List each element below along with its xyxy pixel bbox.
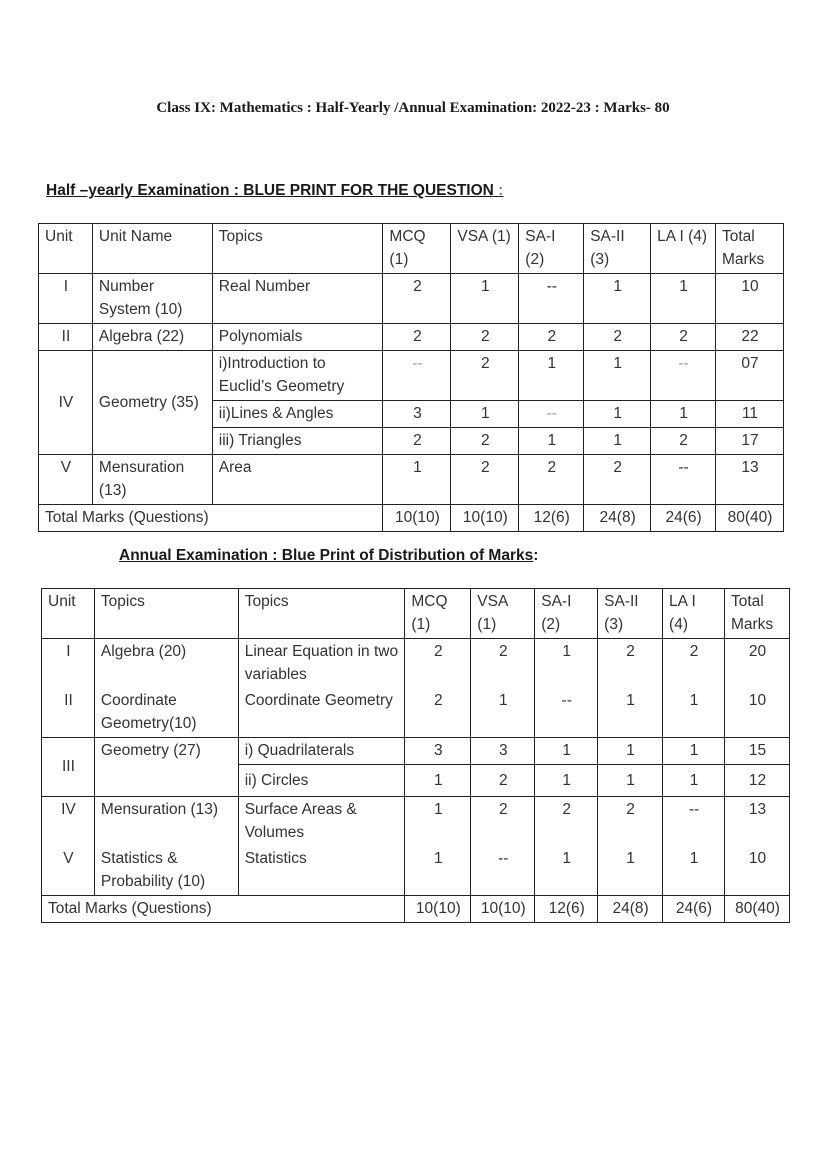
table-row	[39, 324, 784, 351]
mcq-cell: 1	[405, 846, 471, 896]
mcq-cell: 2	[383, 274, 451, 324]
total-cell: 12	[724, 765, 789, 797]
mcq-cell: --	[383, 351, 451, 401]
total-cell: 11	[716, 401, 784, 428]
table-row	[39, 455, 784, 505]
unit-cell: V	[39, 455, 93, 505]
total-cell: 07	[716, 351, 784, 401]
sa2-cell: 1	[584, 401, 651, 428]
mcq-cell: 3	[383, 401, 451, 428]
half-yearly-heading-text: Half –yearly Examination : BLUE PRINT FOR THE QUESTION	[46, 182, 494, 199]
totals-row	[39, 505, 784, 532]
totals-sa1: 12(6)	[519, 505, 584, 532]
totals-la1: 24(6)	[651, 505, 716, 532]
vsa-cell: 2	[451, 324, 519, 351]
table-row	[39, 274, 784, 324]
sa1-cell: --	[535, 688, 598, 738]
vsa-cell: 3	[471, 738, 535, 765]
header-sa1: SA-I (2)	[519, 224, 584, 274]
sa2-cell: 2	[584, 455, 651, 505]
totals-la1: 24(6)	[663, 896, 725, 923]
header-unit: Unit	[39, 224, 93, 274]
totals-mcq: 10(10)	[405, 896, 471, 923]
topic-cell: Real Number	[212, 274, 383, 324]
sa1-cell: 1	[519, 428, 584, 455]
totals-total: 80(40)	[716, 505, 784, 532]
vsa-cell: 2	[451, 455, 519, 505]
sa2-cell: 2	[598, 797, 663, 847]
unit-name-cell: Geometry (27)	[94, 738, 238, 797]
vsa-cell: 1	[451, 274, 519, 324]
topic-cell: Surface Areas & Volumes	[238, 797, 405, 847]
header-total: Total Marks	[724, 589, 789, 639]
la1-cell: 1	[663, 738, 725, 765]
la1-cell: 1	[663, 765, 725, 797]
header-la1: LA I (4)	[663, 589, 725, 639]
unit-cell: II	[39, 324, 93, 351]
sa2-cell: 1	[584, 351, 651, 401]
topic-cell: ii) Circles	[238, 765, 405, 797]
sa1-cell: 1	[535, 765, 598, 797]
total-cell: 22	[716, 324, 784, 351]
sa1-cell: 1	[535, 846, 598, 896]
mcq-cell: 2	[383, 324, 451, 351]
annual-heading-colon: :	[533, 547, 539, 564]
table-row	[39, 351, 784, 401]
topic-cell: ii)Lines & Angles	[212, 401, 383, 428]
topic-cell: Statistics	[238, 846, 405, 896]
annual-heading-text: Annual Examination : Blue Print of Distribution of Marks	[119, 547, 534, 564]
topic-cell: Polynomials	[212, 324, 383, 351]
topic-cell: iii) Triangles	[212, 428, 383, 455]
header-mcq: MCQ (1)	[405, 589, 471, 639]
mcq-cell: 2	[405, 639, 471, 689]
table-header-row	[42, 589, 790, 639]
unit-name-cell: Algebra (20)	[94, 639, 238, 689]
unit-name-cell: Number System (10)	[92, 274, 212, 324]
sa1-cell: --	[519, 274, 584, 324]
sa1-cell: 1	[535, 639, 598, 689]
annual-heading	[119, 547, 538, 565]
total-cell: 20	[724, 639, 789, 689]
unit-cell: I	[42, 639, 95, 689]
table-row	[42, 688, 790, 738]
sa1-cell: 2	[519, 324, 584, 351]
vsa-cell: 2	[451, 351, 519, 401]
sa2-cell: 1	[584, 428, 651, 455]
table-row	[42, 846, 790, 896]
la1-cell: --	[651, 455, 716, 505]
totals-vsa: 10(10)	[471, 896, 535, 923]
totals-label: Total Marks (Questions)	[42, 896, 405, 923]
vsa-cell: 2	[471, 765, 535, 797]
header-sa1: SA-I (2)	[535, 589, 598, 639]
header-la1: LA I (4)	[651, 224, 716, 274]
la1-cell: 2	[651, 324, 716, 351]
totals-mcq: 10(10)	[383, 505, 451, 532]
sa2-cell: 1	[598, 738, 663, 765]
unit-name-cell: Algebra (22)	[92, 324, 212, 351]
mcq-cell: 1	[405, 797, 471, 847]
header-unit-name: Unit Name	[92, 224, 212, 274]
total-cell: 13	[724, 797, 789, 847]
total-cell: 13	[716, 455, 784, 505]
unit-name-cell: Coordinate Geometry(10)	[94, 688, 238, 738]
la1-cell: 1	[651, 274, 716, 324]
unit-cell: IV	[42, 797, 95, 847]
topic-cell: i) Quadrilaterals	[238, 738, 405, 765]
mcq-cell: 3	[405, 738, 471, 765]
totals-sa1: 12(6)	[535, 896, 598, 923]
unit-cell: I	[39, 274, 93, 324]
header-total: Total Marks	[716, 224, 784, 274]
table-row	[42, 738, 790, 765]
la1-cell: 1	[663, 688, 725, 738]
topic-cell: Area	[212, 455, 383, 505]
topic-cell: Linear Equation in two variables	[238, 639, 405, 689]
la1-cell: 1	[663, 846, 725, 896]
sa1-cell: 1	[535, 738, 598, 765]
la1-cell: 1	[651, 401, 716, 428]
sa1-cell: 2	[535, 797, 598, 847]
la1-cell: --	[651, 351, 716, 401]
totals-row	[42, 896, 790, 923]
totals-sa2: 24(8)	[598, 896, 663, 923]
vsa-cell: 2	[471, 639, 535, 689]
unit-name-cell: Mensuration (13)	[94, 797, 238, 847]
header-topics: Topics	[212, 224, 383, 274]
unit-cell: II	[42, 688, 95, 738]
vsa-cell: 2	[451, 428, 519, 455]
sa2-cell: 2	[598, 639, 663, 689]
sa1-cell: 1	[519, 351, 584, 401]
page-title: Class IX: Mathematics : Half-Yearly /Annual Examination: 2022-23 : Marks- 80	[156, 100, 670, 116]
mcq-cell: 2	[383, 428, 451, 455]
unit-cell: V	[42, 846, 95, 896]
vsa-cell: 2	[471, 797, 535, 847]
sa2-cell: 2	[584, 324, 651, 351]
topic-cell: i)Introduction to Euclid’s Geometry	[212, 351, 383, 401]
la1-cell: 2	[651, 428, 716, 455]
mcq-cell: 1	[383, 455, 451, 505]
total-cell: 10	[724, 688, 789, 738]
header-vsa: VSA (1)	[451, 224, 519, 274]
mcq-cell: 1	[405, 765, 471, 797]
mcq-cell: 2	[405, 688, 471, 738]
sa2-cell: 1	[598, 765, 663, 797]
half-yearly-blueprint-table	[38, 223, 784, 532]
unit-name-cell: Geometry (35)	[92, 351, 212, 455]
unit-name-cell: Statistics & Probability (10)	[94, 846, 238, 896]
unit-name-cell: Mensuration (13)	[92, 455, 212, 505]
totals-vsa: 10(10)	[451, 505, 519, 532]
annual-blueprint-table	[41, 588, 790, 923]
table-row	[42, 639, 790, 689]
table-header-row	[39, 224, 784, 274]
header-topics: Topics	[94, 589, 238, 639]
vsa-cell: 1	[471, 688, 535, 738]
total-cell: 17	[716, 428, 784, 455]
sa1-cell: 2	[519, 455, 584, 505]
sa2-cell: 1	[598, 846, 663, 896]
table-row	[42, 797, 790, 847]
vsa-cell: --	[471, 846, 535, 896]
total-cell: 10	[724, 846, 789, 896]
vsa-cell: 1	[451, 401, 519, 428]
header-sa2: SA-II (3)	[598, 589, 663, 639]
half-yearly-heading	[46, 182, 503, 200]
totals-sa2: 24(8)	[584, 505, 651, 532]
header-sa2: SA-II (3)	[584, 224, 651, 274]
la1-cell: 2	[663, 639, 725, 689]
unit-cell: IV	[39, 351, 93, 455]
header-vsa: VSA (1)	[471, 589, 535, 639]
unit-cell: III	[42, 738, 95, 797]
total-cell: 10	[716, 274, 784, 324]
sa2-cell: 1	[598, 688, 663, 738]
sa2-cell: 1	[584, 274, 651, 324]
header-unit: Unit	[42, 589, 95, 639]
half-yearly-heading-colon: :	[498, 182, 504, 199]
topic-cell: Coordinate Geometry	[238, 688, 405, 738]
la1-cell: --	[663, 797, 725, 847]
header-topics: Topics	[238, 589, 405, 639]
sa1-cell: --	[519, 401, 584, 428]
totals-total: 80(40)	[724, 896, 789, 923]
total-cell: 15	[724, 738, 789, 765]
totals-label: Total Marks (Questions)	[39, 505, 383, 532]
header-mcq: MCQ (1)	[383, 224, 451, 274]
